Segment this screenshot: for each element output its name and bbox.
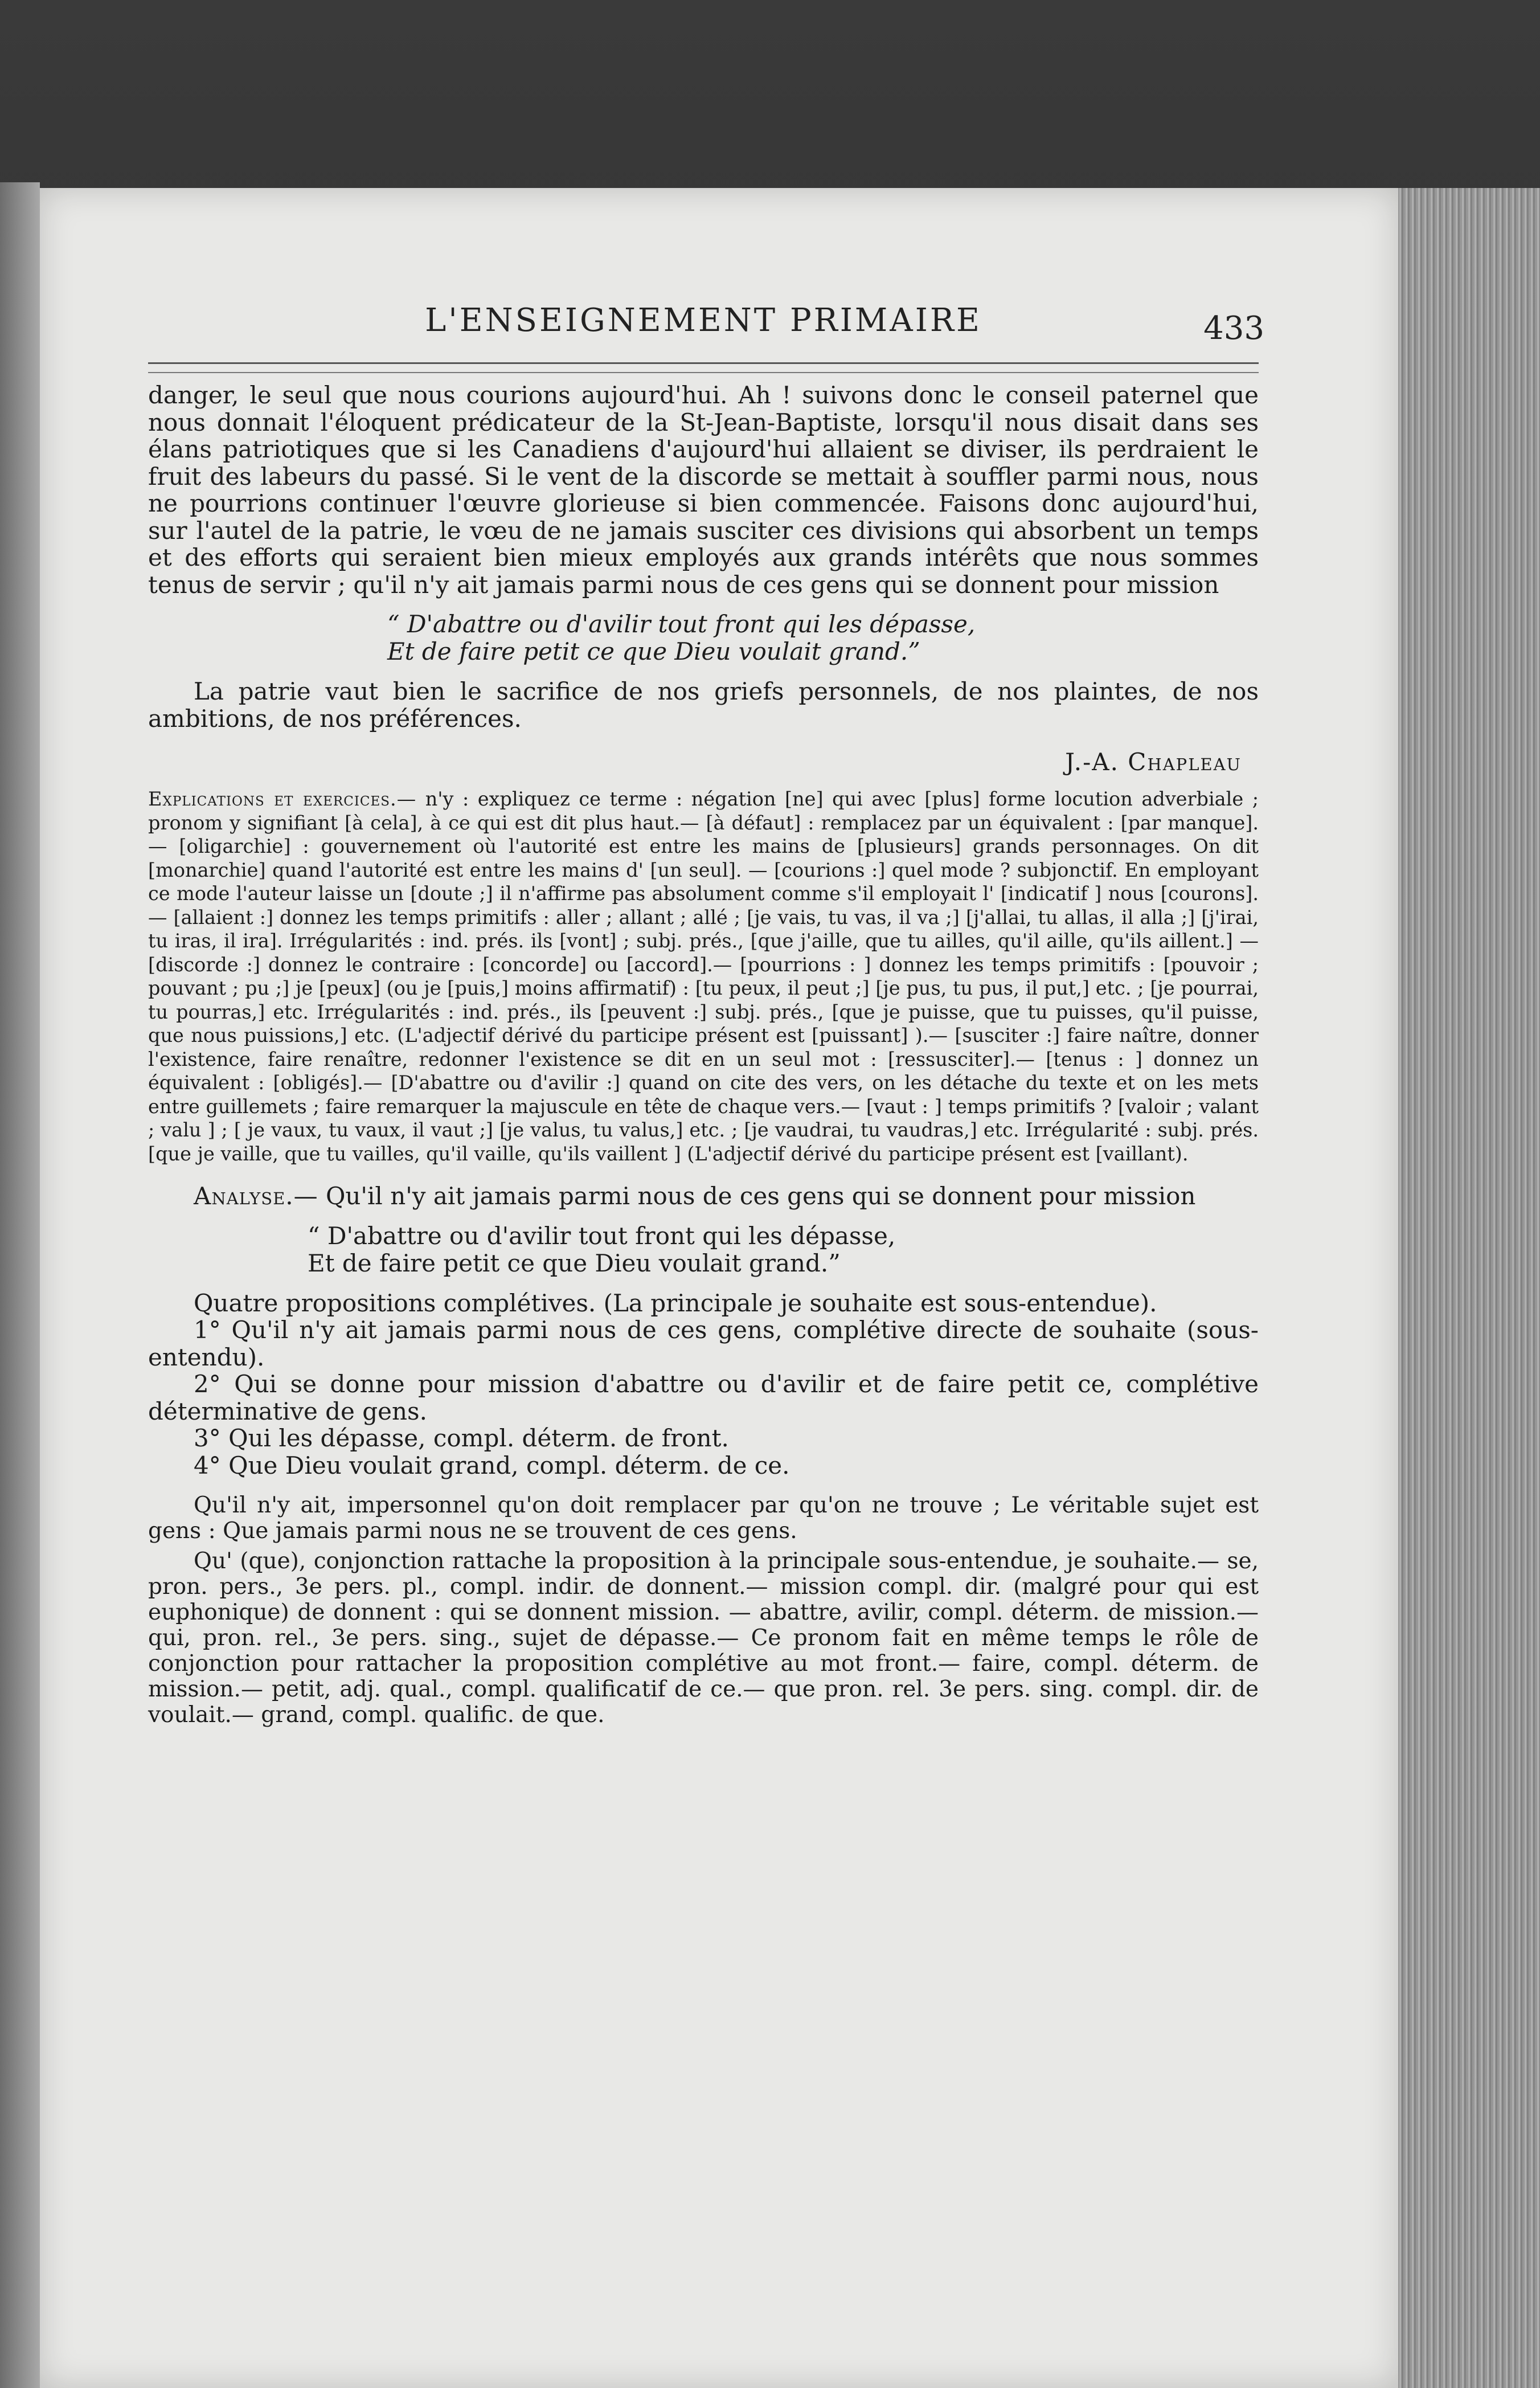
- explications-exercices: [148, 787, 1259, 1166]
- page-number: 433: [1203, 310, 1264, 347]
- verse-quote: [387, 611, 1259, 665]
- analysis-intro: [148, 1183, 1259, 1210]
- verse-line-1: “ D'abattre ou d'avilir tout front qui les dépasse,: [387, 610, 976, 638]
- analysis-item-4: 4° Que Dieu voulait grand, compl. déterm. de ce.: [194, 1451, 790, 1479]
- analysis-item-3: 3° Qui les dépasse, compl. déterm. de front.: [194, 1424, 729, 1452]
- running-title: L'ENSEIGNEMENT PRIMAIRE: [425, 302, 982, 339]
- analysis-intro-text: Qu'il n'y ait jamais parmi nous de ces gens qui se donnent pour mission: [325, 1182, 1196, 1210]
- analysis-section: [148, 1183, 1259, 1728]
- left-page-edge: [0, 182, 40, 2388]
- notes-text: n'y : expliquez ce terme : négation [ne] qui avec [plus] forme locution adverbiale ; pronom y signifiant [à cela], à ce qui est dit plus haut.— [à défaut] : remplacez par un équivalent : [par manque].— [oligarchie] : gouvernement où l'autorité est entre les mains de [plusieurs] grands personnages. On dit [monarchie] quand l'autorité est entre les mains d' [un seul]. — [courions :] quel mode ? subjonctif. En employant ce mode l'auteur laisse un [doute ;] il n'affirme pas absolument comme s'il employait l' [indicatif ] nous [courons].— [allaient :] donnez les temps primitifs : aller ; allant ; allé ; [je vais, tu vas, il va ;] [j'allai, tu allas, il alla ;] [j'irai, tu iras, il ira]. Irrégularités : ind. prés. ils [vont] ; subj. prés., [que j'aille, que tu ailles, qu'il aille, qu'ils aillent.] — [discorde :] donnez le contraire : [concorde] ou [accord].— [pourrions : ] donnez les temps primitifs : [pouvoir ; pouvant ; pu ;] je [peux] (ou je [puis,] moins affirmatif) : [tu peux, il peut ;] [je pus, tu pus, il put,] etc. ; [je pourrai, tu pourras,] etc. Irrégularités : ind. prés., ils [peuvent :] subj. prés., [que je puisse, que tu puisses, qu'il puisse, que nous puissions,] etc. (L'adjectif dérivé du participe présent est [puissant] ).— [susciter :] faire naître, donner l'existence, faire renaître, redonner l'existence se dit en un seul mot : [ressusciter].— [tenus : ] donnez un équivalent : [obligés].— [D'abattre ou d'avilir :] quand on cite des vers, on les détache du texte et on les mets entre guillemets ; faire remarquer la majuscule en tête de chaque vers.— [vaut : ] temps primitifs ? [valoir ; valant ; valu ] ; [ je vaux, tu vaux, il vaut ;] [je valus, tu valus,] etc. ; [je vaudrai, tu vaudras,] etc. Irrégularité : subj. prés. [que je vaille, que tu vailles, qu'il vaille, qu'ils vaillent ] (L'adjectif dérivé du participe présent est [vaillant).: [148, 788, 1259, 1165]
- page-header: [148, 302, 1264, 382]
- grammar-note-2: Qu' (que), conjonction rattache la proposition à la principale sous-entendue, je souhaite.— se, pron. pers., 3e pers. pl., compl. indir. de donnent.— mission compl. dir. (malgré pour qui est euphonique) de donnent : qui se donnent mission. — abattre, avilir, compl. déterm. de mission.— qui, pron. rel., 3e pers. sing., sujet de dépasse.— Ce pronom fait en même temps le rôle de conjonction pour rattacher la proposition complétive au mot front.— faire, compl. déterm. de mission.— petit, adj. qual., compl. qualificatif de ce.— que pron. rel. 3e pers. sing. compl. dir. de voulait.— grand, compl. qualific. de que.: [148, 1548, 1259, 1728]
- signature: J.-A. Chapleau: [1065, 748, 1242, 776]
- analysis-verse-line-2: Et de faire petit ce que Dieu voulait grand.”: [308, 1249, 841, 1277]
- analysis-verse-line-1: “ D'abattre ou d'avilir tout front qui les dépasse,: [308, 1221, 896, 1250]
- book-page: [40, 188, 1398, 2388]
- analysis-item-2: 2° Qui se donne pour mission d'abattre ou d'avilir et de faire petit ce, complétive déterminative de gens.: [148, 1370, 1259, 1425]
- verse-line-2: Et de faire petit ce que Dieu voulait grand.”: [387, 637, 920, 665]
- paragraph-2: La patrie vaut bien le sacrifice de nos griefs personnels, de nos plaintes, de nos ambitions, de nos préférences.: [148, 677, 1259, 733]
- header-rule: [148, 362, 1259, 373]
- analysis-summary: Quatre propositions complétives. (La principale je souhaite est sous-entendue).: [194, 1289, 1157, 1317]
- page-edges: [1398, 188, 1540, 2388]
- paragraph-1: danger, le seul que nous courions aujourd'hui. Ah ! suivons donc le conseil paternel que nous donnait l'éloquent prédicateur de la St-Jean-Baptiste, lorsqu'il nous disait dans ses élans patriotiques que si les Canadiens d'aujourd'hui allaient se diviser, ils perdraient le fruit des labeurs du passé. Si le vent de la discorde se mettait à souffler parmi nous, nous ne pourrions continuer l'œuvre glorieuse si bien commencée. Faisons donc aujourd'hui, sur l'autel de la patrie, le vœu de ne jamais susciter ces divisions qui absorbent un temps et des efforts qui seraient bien mieux employés aux grands intérêts que nous sommes tenus de servir ; qu'il n'y ait jamais parmi nous de ces gens qui se donnent pour mission: [148, 381, 1259, 599]
- analysis-verse: [308, 1222, 1259, 1277]
- notes-heading: Explications et exercices.—: [148, 788, 417, 810]
- grammar-note-1: Qu'il n'y ait, impersonnel qu'on doit remplacer par qu'on ne trouve ; Le véritable sujet est gens : Que jamais parmi nous ne se trouvent de ces gens.: [148, 1493, 1259, 1544]
- analysis-heading: Analyse.—: [194, 1182, 318, 1210]
- analysis-item-1: 1° Qu'il n'y ait jamais parmi nous de ces gens, complétive directe de souhaite (sous-entendu).: [148, 1316, 1259, 1371]
- page-content: [148, 302, 1264, 1728]
